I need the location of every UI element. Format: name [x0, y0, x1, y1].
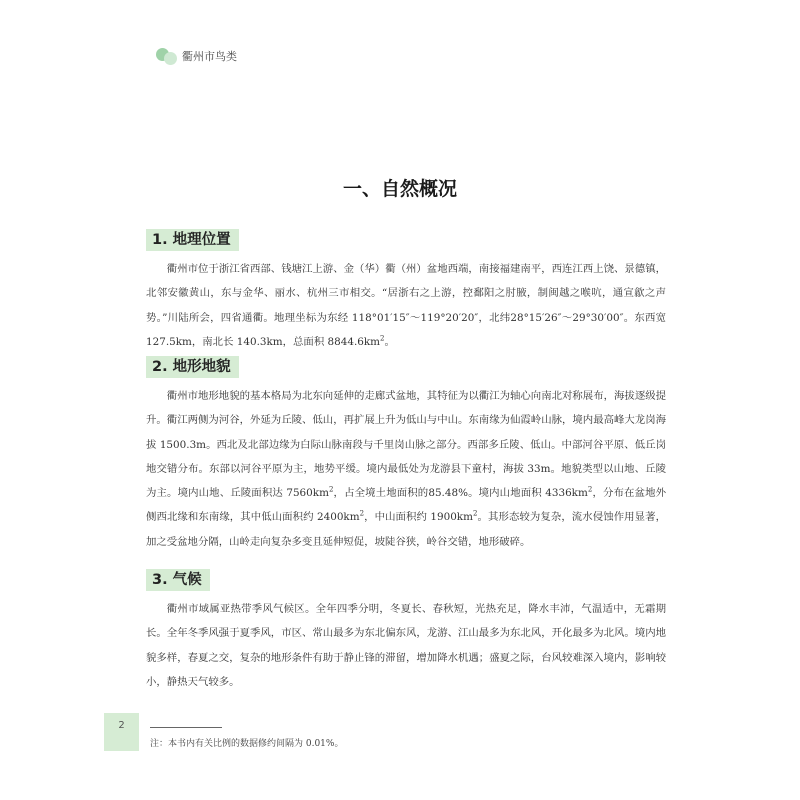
running-header-title: 衢州市鸟类 — [182, 50, 237, 63]
page-number-tab — [104, 713, 139, 751]
paragraph-terrain: 衢州市地形地貌的基本格局为北东向延伸的走廊式盆地，其特征为以衢江为轴心向南北对称展布，海拔逐级提升。衢江两侧为河谷，外延为丘陵、低山，再扩展上升为低山与中山。东南缘为仙霞岭山脉，境内最高峰大龙岗海拔 1500.3m。西北及北部边缘为白际山脉南段与千里岗山脉之部分。西部多丘陵、低山。中部河谷平原、低丘岗地交错分布。东部以河谷平原为主，地势平缓。境内最低处为龙游县下童村，海拔 33m。地貌类型以山地、丘陵为主。境内山地、丘陵面积达 $7560km^2$，占全境土地面积的85.48%。境内山地面积 $4336km^2$，分布在盆地外侧西北缘和东南缘，其中低山面积约 $2400km^2$，中山面积约 $1900km^2$。其形态较为复杂，流水侵蚀作用显著，加之受盆地分隔，山岭走向复杂多变且延伸短促，坡陡谷狭，岭谷交错，地形破碎。 — [146, 390, 667, 548]
section-heading-location: 1. 地理位置 — [146, 229, 239, 251]
paragraph-climate: 衢州市域属亚热带季风气候区。全年四季分明，冬夏长、春秋短，光热充足，降水丰沛，气温适中，无霜期长。全年冬季风强于夏季风，市区、常山最多为东北偏东风，龙游、江山最多为东北风，开化最多为北风。境内地貌多样，春夏之交，复杂的地形条件有助于静止锋的滞留，增加降水机遇；盛夏之际，台风较难深入境内，影响较小，静热天气较多。 — [146, 603, 667, 688]
circles-logo-icon — [154, 44, 180, 66]
footnote: 注：本书内有关比例的数据修约间隔为 0.01%。 — [150, 739, 344, 749]
page-number: 2 — [118, 720, 125, 731]
footnote-divider — [150, 727, 222, 728]
section-heading-terrain: 2. 地形地貌 — [146, 356, 239, 378]
paragraph-location: 衢州市位于浙江省西部、钱塘江上游、金（华）衢（州）盆地西端，南接福建南平，西连江西上饶、景德镇，北邻安徽黄山，东与金华、丽水、杭州三市相交。“居浙右之上游，控鄱阳之肘腋，制闽越之喉吭，通宣歙之声势。”川陆所会，四省通衢。地理坐标为东经 118°01′15″～119°20′20″，北纬28°15′26″～29°30′00″。东西宽 127.5km，南北长 140.3km，总面积 $8844.6km^2$。 — [146, 263, 667, 348]
section-heading-climate: 3. 气候 — [146, 569, 210, 591]
chapter-title: 一、自然概况 — [342, 178, 457, 200]
